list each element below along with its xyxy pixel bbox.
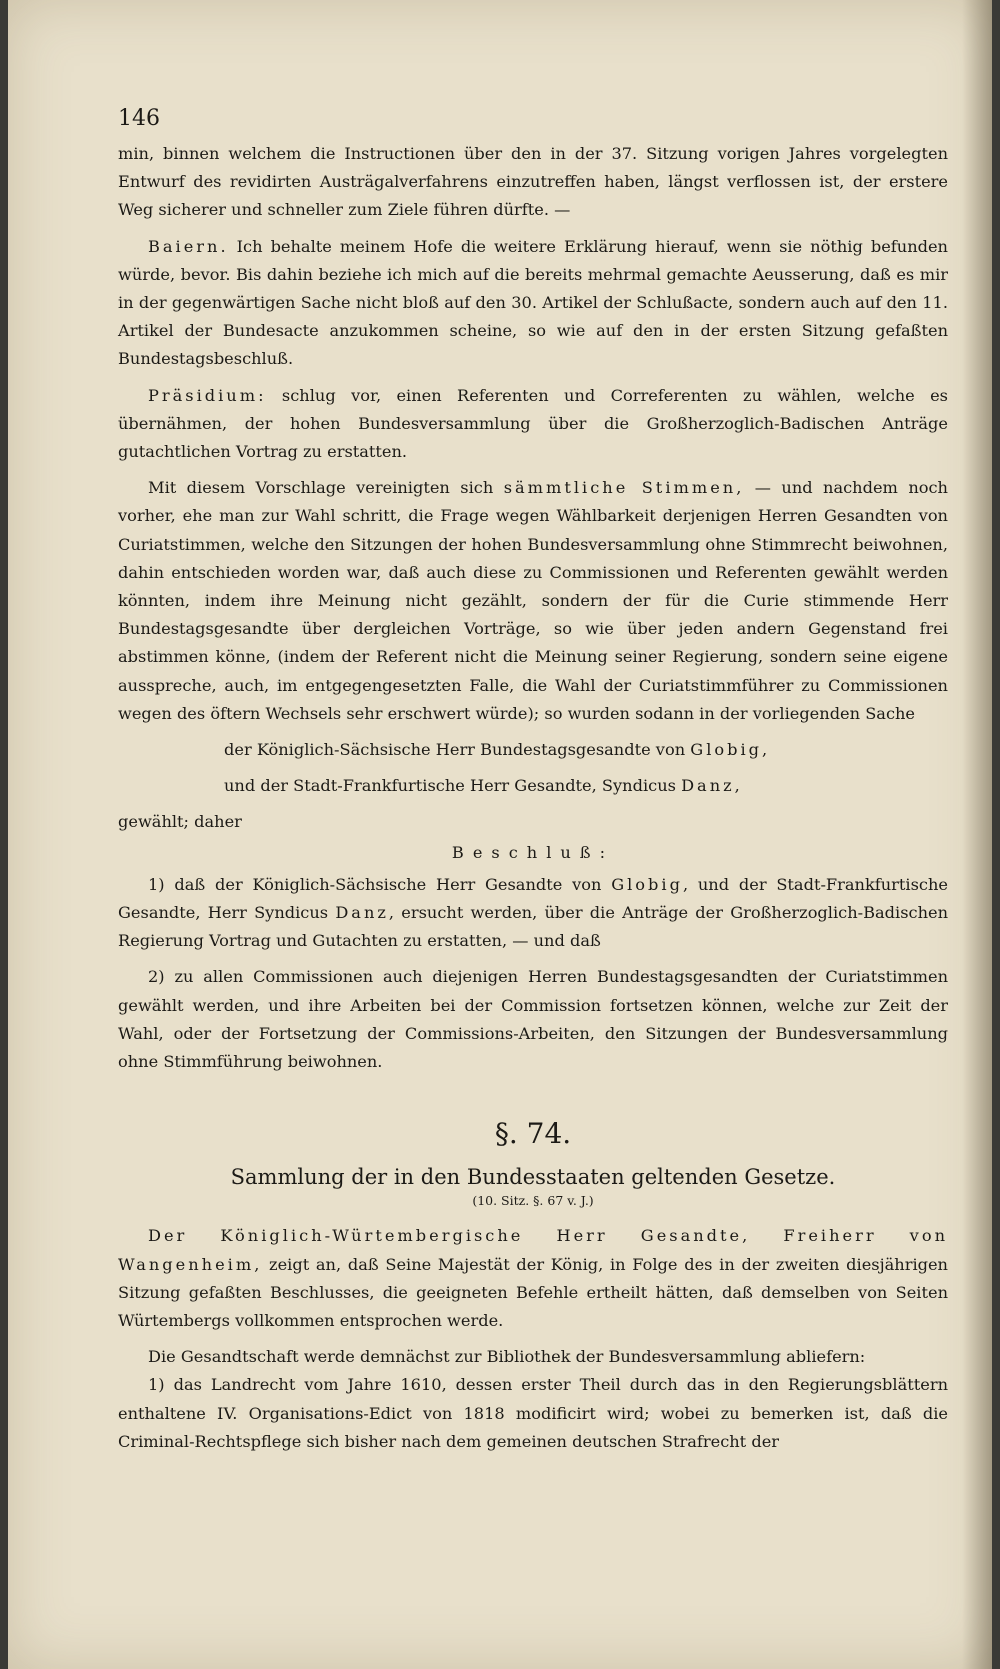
elected-suffix: , [762,740,768,760]
elected-prefix: der Königlich-Sächsische Herr Bundestagsgesandte von [224,740,691,760]
page-content [118,104,948,1456]
paragraph-bavaria [118,233,948,374]
elected-prefix: und der Stadt-Frankfurtische Herr Gesandte, Syndicus [224,776,682,796]
page-number: 146 [118,106,160,131]
paragraph-presidium [118,382,948,467]
elected-end: gewählt; daher [118,812,242,832]
unanimous-before: Mit diesem Vorschlage vereinigten sich [148,478,504,498]
name-globig: Globig [611,874,683,894]
speaker-bavaria: Baiern. [148,236,229,256]
resolution-text: , ersucht werden, über die Anträge der Großherzoglich-Badischen Regierung Vortrag und Gutachten zu erstatten, — und daß [118,903,949,951]
name-danz: Danz [335,903,389,923]
section-number: §. 74. [494,1117,572,1151]
library-item-1: 1) das Landrecht vom Jahre 1610, dessen erster Theil durch das in den Regierungsblättern enthaltene IV. Organisations-Edict von 1818 modificirt wird; wobei zu bemerken ist, daß die Criminal-Rechtspflege sich bisher nach dem gemeinen deutschen Strafrecht der [118,1375,948,1451]
resolution-text: , und der Stadt-Frankfurtische Gesandte, Herr Syndicus [118,874,948,923]
speaker-presidium: Präsidium: [148,385,267,405]
paragraph-unanimous [118,474,948,728]
unanimous-after: — und nachdem noch vorher, ehe man zur Wahl schritt, die Frage wegen Wählbarkeit derjenigen Herren Gesandten von Curiatstimmen, welche den Sitzungen der hohen Bundesversammlung ohne Stimmrecht beiwohnen, dahin entschieden worden war, daß auch diese zu Commissionen und Referenten gewählt werden könnten, indem ihre Meinung nicht gezählt, sondern der für die Curie stimmende Herr Bundestagsgesandte über dergleichen Vorträge, so wie über jeden andern Gegenstand frei abstimmen könne, (indem der Referent nicht die Meinung seiner Regierung, sondern seine eigene ausspreche, auch, im entgegengesetzten Falle, die Wahl der Curiatstimmführer zu Commissionen wegen des öftern Wechsels sehr erschwert würde); so wurden sodann in der vorliegenden Sache [118,478,948,723]
resolution-heading: Beschluß: [451,842,615,862]
resolution-text: 1) daß der Königlich-Sächsische Herr Gesandte von [148,874,612,894]
document-page [8,0,992,1669]
bavaria-text: Ich behalte meinem Hofe die weitere Erklärung hierauf, wenn sie nöthig befunden würde, bevor. Bis dahin beziehe ich mich auf die bereits mehrmal gemachte Aeusserung, daß es mir in der gegenwärtigen Sache nicht bloß auf den 30. Artikel der Schlußacte, sondern auch auf den 11. Artikel der Bundesacte anzukommen scheine, so wie auf den in der ersten Sitzung gefaßten Bundestagsbeschluß. [118,236,948,369]
name-globig: Globig [690,740,763,760]
unanimous-spaced: sämmtliche Stimmen, [503,478,745,498]
section-reference: (10. Sitz. §. 67 v. J.) [472,1193,594,1209]
paragraph-continuation: min, binnen welchem die Instructionen über den in der 37. Sitzung vorigen Jahres vorgelegten Entwurf des revidirten Austrägalverfahrens einzutreffen haben, längst verflossen ist, der erstere Weg sicherer und schneller zum Ziele führen dürfte. — [118,144,948,220]
elected-line-globig [118,736,948,764]
section-title: Sammlung der in den Bundesstaaten geltenden Gesetze. [230,1165,836,1190]
paragraph-wurttemberg [118,1222,948,1335]
page-edge-shadow [962,0,992,1669]
presidium-text: schlug vor, einen Referenten und Correferenten zu wählen, welche es übernähmen, der hohen Bundesversammlung über die Großherzoglich-Badischen Anträge gutachtlichen Vortrag zu erstatten. [118,385,948,462]
name-danz: Danz [681,776,735,796]
paragraph-library: Die Gesandtschaft werde demnächst zur Bibliothek der Bundesversammlung abliefern: [148,1347,866,1367]
resolution-item-1 [118,871,948,956]
wurttemberg-text: zeigt an, daß Seine Majestät der König, in Folge des in der zweiten diesjährigen Sitzung gefaßten Beschlusses, die geeigneten Befehle ertheilt hätten, daß demselben von Seiten Würtembergs vollkommen entsprochen werde. [118,1254,948,1330]
elected-line-danz [118,772,948,800]
resolution-item-2: 2) zu allen Commissionen auch diejenigen Herren Bundestagsgesandten der Curiatstimmen gewählt werden, und ihre Arbeiten bei der Commission fortsetzen können, welche zur Zeit der Wahl, oder der Fortsetzung der Commissions-Arbeiten, den Sitzungen der Bundesversammlung ohne Stimmführung beiwohnen. [118,967,948,1072]
elected-suffix: , [734,776,740,796]
wurttemberg-spaced: Der Königlich-Würtembergische Herr Gesandte, Freiherr von Wangenheim, [118,1226,948,1274]
